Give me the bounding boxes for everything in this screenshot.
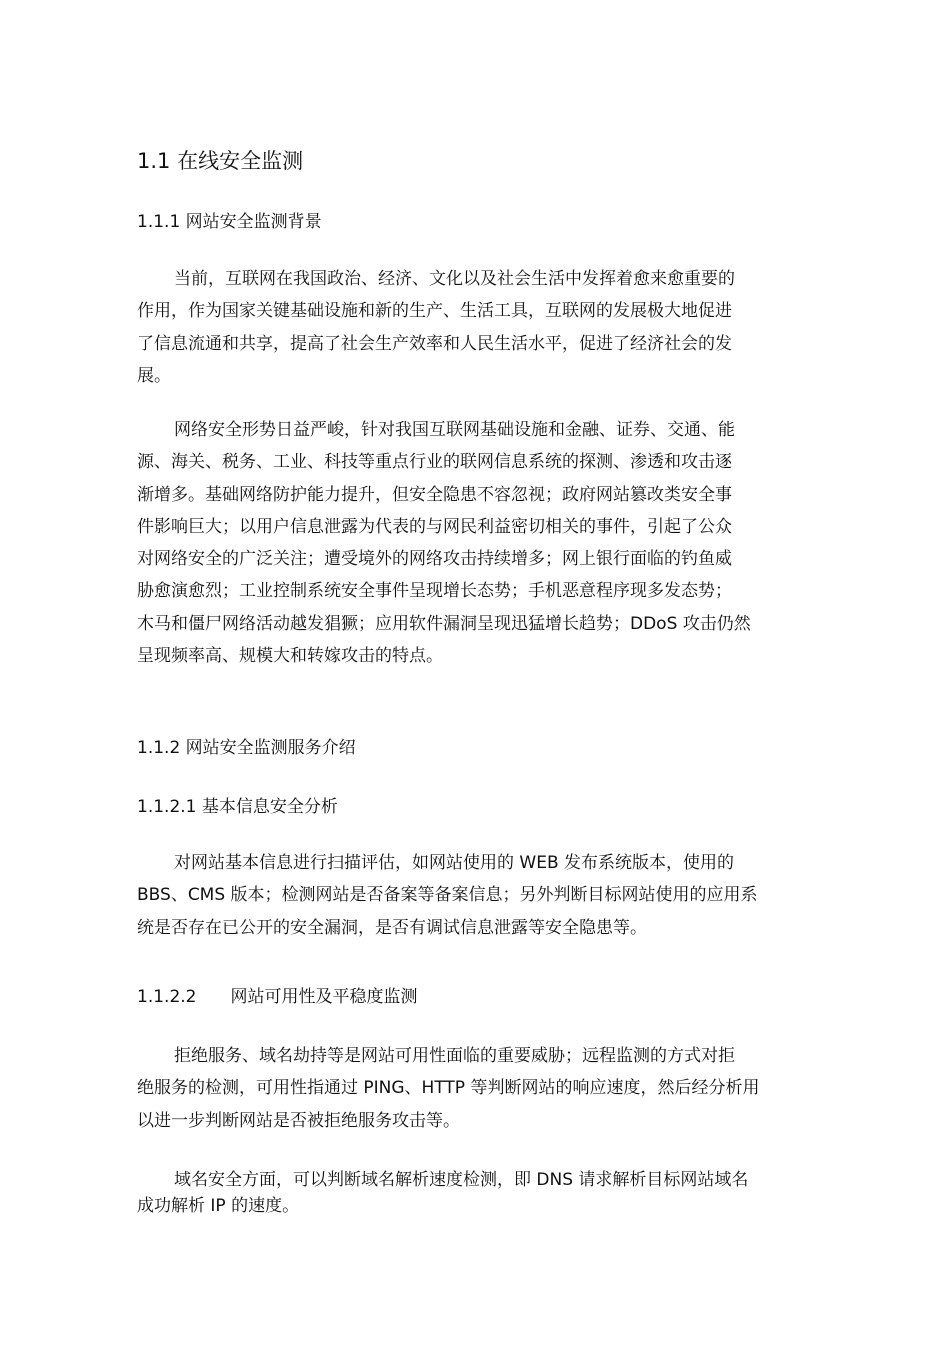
- paragraph-availability-2: [137, 1167, 822, 1219]
- paragraph-line: 了信息流通和共享，提高了社会生产效率和人民生活水平，促进了经济社会的发: [137, 333, 732, 354]
- paragraph-line: 以进一步判断网站是否被拒绝服务攻击等。: [137, 1110, 460, 1131]
- subsection-heading-1-1-1: 1.1.1 网站安全监测背景: [137, 212, 322, 232]
- paragraph-line: 展。: [137, 365, 171, 386]
- paragraph-basic-info: [137, 847, 822, 944]
- paragraph-line: 绝服务的检测，可用性指通过 PING、HTTP 等判断网站的响应速度，然后经分析用: [137, 1078, 760, 1099]
- paragraph-line: BBS、CMS 版本；检测网站是否备案等备案信息；另外判断目标网站使用的应用系: [137, 885, 758, 906]
- paragraph-line: 域名安全方面，可以判断域名解析速度检测，即 DNS 请求解析目标网站域名: [174, 1170, 749, 1190]
- paragraph-line: 作用，作为国家关键基础设施和新的生产、生活工具，互联网的发展极大地促进: [137, 301, 732, 322]
- paragraph-line: 拒绝服务、域名劫持等是网站可用性面临的重要威胁；远程监测的方式对拒: [174, 1046, 735, 1066]
- paragraph-line: 件影响巨大；以用户信息泄露为代表的与网民利益密切相关的事件，引起了公众: [137, 516, 732, 537]
- paragraph-line: 成功解析 IP 的速度。: [137, 1196, 300, 1216]
- paragraph-background-2: [137, 414, 822, 672]
- paragraph-line: 对网络安全的广泛关注；遭受境外的网络攻击持续增多；网上银行面临的钓鱼威: [137, 549, 732, 570]
- paragraph-line: 当前，互联网在我国政治、经济、文化以及社会生活中发挥着愈来愈重要的: [174, 269, 735, 289]
- subsubsection-heading-1-1-2-2: [137, 985, 417, 1009]
- paragraph-line: 木马和僵尸网络活动越发猖獗；应用软件漏洞呈现迅猛增长趋势；DDoS 攻击仍然: [137, 613, 751, 634]
- paragraph-line: 渐增多。基础网络防护能力提升，但安全隐患不容忽视；政府网站篡改类安全事: [137, 484, 732, 505]
- paragraph-line: 呈现频率高、规模大和转嫁攻击的特点。: [137, 646, 443, 667]
- subsubsection-heading-1-1-2-1: 1.1.2.1 基本信息安全分析: [137, 797, 338, 817]
- paragraph-line: 对网站基本信息进行扫描评估，如网站使用的 WEB 发布系统版本，使用的: [174, 853, 735, 873]
- paragraph-line: 胁愈演愈烈；工业控制系统安全事件呈现增长态势；手机恶意程序现多发态势；: [137, 581, 732, 602]
- heading-number: 1.1.2.2: [137, 987, 197, 1007]
- paragraph-line: 源、海关、税务、工业、科技等重点行业的联网信息系统的探测、渗透和攻击逐: [137, 452, 732, 473]
- paragraph-line: 统是否存在已公开的安全漏洞，是否有调试信息泄露等安全隐患等。: [137, 917, 647, 938]
- subsection-heading-1-1-2: 1.1.2 网站安全监测服务介绍: [137, 738, 356, 758]
- heading-title: 网站可用性及平稳度监测: [230, 987, 418, 1007]
- paragraph-line: 网络安全形势日益严峻，针对我国互联网基础设施和金融、证券、交通、能: [174, 420, 735, 440]
- section-heading: 1.1 在线安全监测: [137, 149, 304, 173]
- paragraph-availability-1: [137, 1040, 822, 1137]
- paragraph-background-1: [137, 263, 822, 392]
